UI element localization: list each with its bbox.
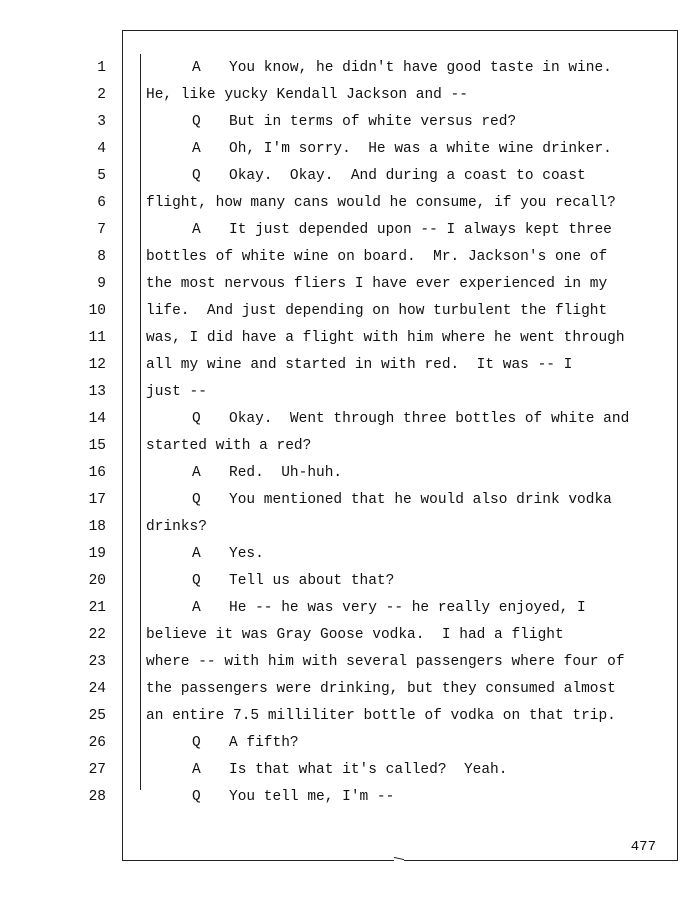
line-text: drinks? (146, 519, 207, 535)
transcript-line (0, 217, 700, 244)
line-number: 8 (97, 249, 106, 265)
line-text: life. And just depending on how turbulent the flight (146, 303, 608, 319)
transcript-line (0, 460, 700, 487)
line-text: It just depended upon -- I always kept three (229, 222, 612, 238)
line-text-container (146, 82, 468, 109)
line-text: believe it was Gray Goose vodka. I had a flight (146, 627, 564, 643)
transcript-line (0, 622, 700, 649)
transcript-line (0, 487, 700, 514)
line-text: started with a red? (146, 438, 312, 454)
line-text-container (192, 460, 342, 487)
line-text-container (192, 541, 264, 568)
transcript-line (0, 271, 700, 298)
line-number: 9 (97, 276, 106, 292)
transcript-line (0, 730, 700, 757)
line-text-container (192, 757, 507, 784)
transcript-line (0, 676, 700, 703)
transcript-line (0, 352, 700, 379)
line-text-container (146, 622, 564, 649)
line-number: 12 (88, 357, 106, 373)
line-number: 6 (97, 195, 106, 211)
line-number: 15 (88, 438, 106, 454)
answer-marker: A (192, 141, 201, 157)
transcript-line (0, 433, 700, 460)
line-text-container (146, 379, 207, 406)
transcript-line (0, 298, 700, 325)
line-text: A fifth? (229, 735, 299, 751)
line-text-container (192, 595, 586, 622)
line-number: 23 (88, 654, 106, 670)
line-text-container (146, 676, 616, 703)
line-text-container (192, 217, 612, 244)
line-text-container (192, 406, 629, 433)
transcript-line (0, 757, 700, 784)
transcript-line (0, 190, 700, 217)
line-number: 25 (88, 708, 106, 724)
line-number: 16 (88, 465, 106, 481)
line-number: 14 (88, 411, 106, 427)
transcript-line (0, 82, 700, 109)
line-text: the most nervous fliers I have ever experienced in my (146, 276, 608, 292)
line-number: 2 (97, 87, 106, 103)
line-number: 27 (88, 762, 106, 778)
line-number: 11 (88, 330, 106, 346)
transcript-line (0, 325, 700, 352)
line-text: just -- (146, 384, 207, 400)
line-number: 4 (97, 141, 106, 157)
line-number: 17 (88, 492, 106, 508)
transcript-line (0, 109, 700, 136)
line-text: Is that what it's called? Yeah. (229, 762, 508, 778)
line-number: 5 (97, 168, 106, 184)
transcript-line (0, 784, 700, 811)
line-text: Yes. (229, 546, 264, 562)
line-text-container (146, 433, 311, 460)
transcript-line (0, 514, 700, 541)
page-border-bottom-jog (394, 857, 404, 866)
transcript-line (0, 541, 700, 568)
line-number: 13 (88, 384, 106, 400)
transcript-line (0, 406, 700, 433)
line-number: 10 (88, 303, 106, 319)
line-text: bottles of white wine on board. Mr. Jackson's one of (146, 249, 608, 265)
line-number: 19 (88, 546, 106, 562)
line-text: You know, he didn't have good taste in wine. (229, 60, 612, 76)
line-text: all my wine and started in with red. It was -- I (146, 357, 573, 373)
transcript-lines (0, 55, 700, 811)
answer-marker: A (192, 762, 201, 778)
line-text-container (192, 55, 612, 82)
page-border-bottom-left (122, 860, 394, 861)
question-marker: Q (192, 411, 201, 427)
question-marker: Q (192, 168, 201, 184)
question-marker: Q (192, 573, 201, 589)
line-text-container (146, 298, 607, 325)
line-text: Red. Uh-huh. (229, 465, 343, 481)
line-text: But in terms of white versus red? (229, 114, 517, 130)
line-text-container (146, 325, 625, 352)
page-number: 477 (630, 839, 656, 855)
line-text: flight, how many cans would he consume, if you recall? (146, 195, 616, 211)
transcript-line (0, 595, 700, 622)
line-number: 28 (88, 789, 106, 805)
line-text-container (192, 568, 394, 595)
page-border-top (122, 30, 678, 31)
line-number: 1 (97, 60, 106, 76)
line-text: Okay. Went through three bottles of white and (229, 411, 630, 427)
line-text-container (146, 190, 616, 217)
transcript-line (0, 163, 700, 190)
line-text: where -- with him with several passengers where four of (146, 654, 625, 670)
line-text-container (146, 244, 607, 271)
answer-marker: A (192, 222, 201, 238)
transcript-line (0, 379, 700, 406)
line-number: 18 (88, 519, 106, 535)
line-text-container (192, 163, 586, 190)
line-text-container (192, 487, 612, 514)
answer-marker: A (192, 546, 201, 562)
line-text-container (146, 352, 572, 379)
line-number: 22 (88, 627, 106, 643)
transcript-line (0, 649, 700, 676)
transcript-line (0, 136, 700, 163)
line-number: 26 (88, 735, 106, 751)
page-border-bottom-right (404, 860, 678, 861)
line-text: He -- he was very -- he really enjoyed, I (229, 600, 586, 616)
line-number: 7 (97, 222, 106, 238)
line-text: the passengers were drinking, but they consumed almost (146, 681, 616, 697)
line-text: was, I did have a flight with him where he went through (146, 330, 625, 346)
answer-marker: A (192, 465, 201, 481)
line-text: Okay. Okay. And during a coast to coast (229, 168, 586, 184)
line-text-container (192, 730, 299, 757)
transcript-line (0, 244, 700, 271)
transcript-line (0, 568, 700, 595)
line-number: 20 (88, 573, 106, 589)
line-text: Oh, I'm sorry. He was a white wine drinker. (229, 141, 612, 157)
line-text: You tell me, I'm -- (229, 789, 395, 805)
line-text-container (146, 514, 207, 541)
line-text: You mentioned that he would also drink vodka (229, 492, 612, 508)
question-marker: Q (192, 114, 201, 130)
transcript-line (0, 55, 700, 82)
line-text-container (192, 784, 394, 811)
question-marker: Q (192, 789, 201, 805)
line-text-container (192, 109, 516, 136)
line-text: Tell us about that? (229, 573, 395, 589)
transcript-line (0, 703, 700, 730)
line-text: an entire 7.5 milliliter bottle of vodka on that trip. (146, 708, 616, 724)
answer-marker: A (192, 60, 201, 76)
answer-marker: A (192, 600, 201, 616)
line-text-container (192, 136, 612, 163)
line-number: 24 (88, 681, 106, 697)
question-marker: Q (192, 492, 201, 508)
line-text-container (146, 649, 625, 676)
question-marker: Q (192, 735, 201, 751)
line-text: He, like yucky Kendall Jackson and -- (146, 87, 468, 103)
line-text-container (146, 703, 616, 730)
line-number: 21 (88, 600, 106, 616)
line-text-container (146, 271, 607, 298)
line-number: 3 (97, 114, 106, 130)
